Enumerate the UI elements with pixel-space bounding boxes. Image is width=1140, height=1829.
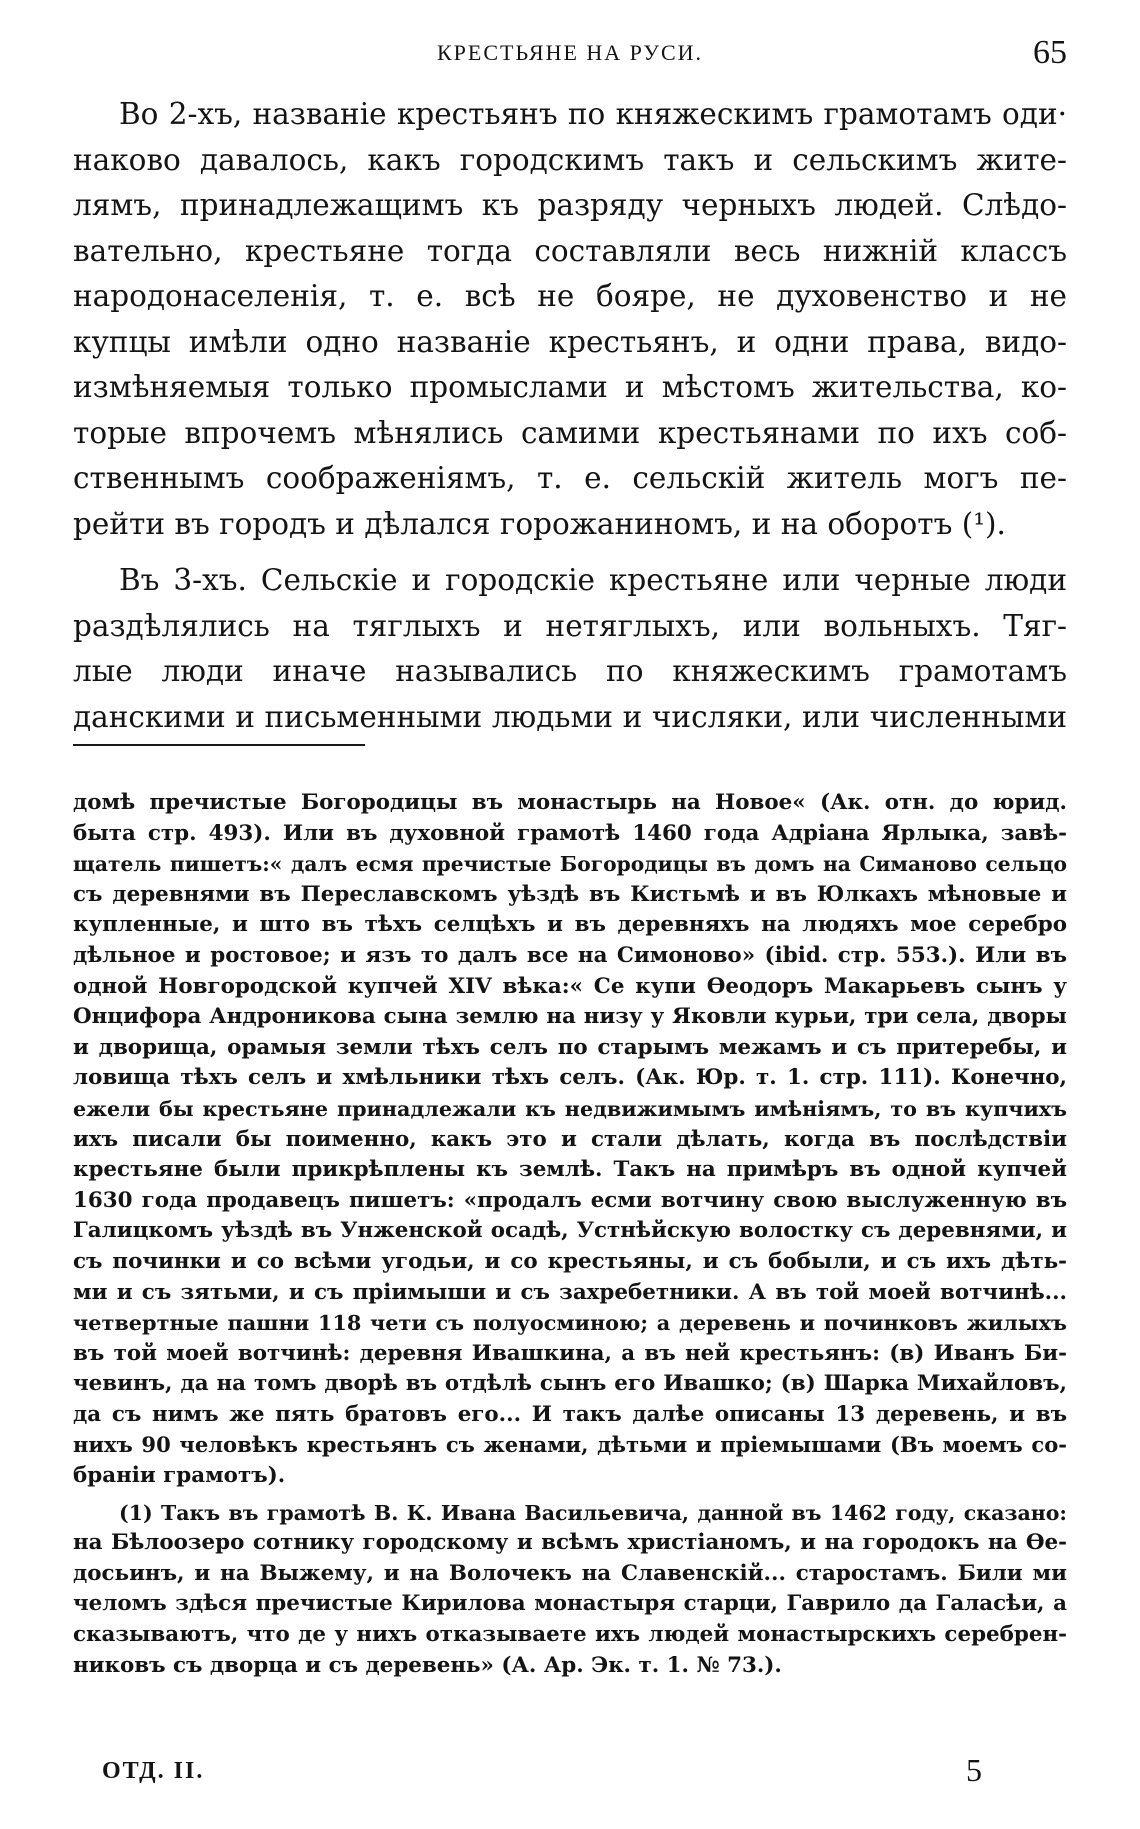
footnote-line: Галицкомъ уѣздѣ въ Унженской осадѣ, Устнѣйскую волостку съ деревнями, и	[73, 1218, 1067, 1244]
footnote-line: крестьяне были прикрѣплены къ землѣ. Такъ на примѣръ въ одной купчей	[73, 1157, 1067, 1183]
footnote-line: щатель пишетъ:« далъ есмя пречистые Богородицы въ домъ на Симаново сельцо	[73, 852, 1067, 877]
footnote-line: на Бѣлоозеро сотнику городскому и всѣмъ христіаномъ, и на городокъ на Ѳе-	[73, 1530, 1067, 1556]
paragraph-3	[73, 558, 1067, 740]
footnote-line: никовъ съ дворца и съ деревень» (А. Ар. Эк. т. 1. № 73.).	[73, 1652, 782, 1678]
text-line: лямъ, принадлежащимъ къ разряду черныхъ людей. Слѣдо-	[73, 188, 1067, 222]
footnote-line: дѣльное и ростовое; и язъ то далъ все на Симоново» (ibid. стр. 553.). Или въ	[73, 942, 1067, 968]
text-line: купцы имѣли одно названіе крестьянъ, и одни права, видо-	[73, 324, 1067, 359]
paragraph-gap	[73, 547, 1067, 558]
footnote-line: ежели бы крестьяне принадлежали къ недвижимымъ имѣніямъ, то въ купчихъ	[73, 1096, 1067, 1121]
text-line: измѣняемыя только промыслами и мѣстомъ жительства, ко-	[73, 370, 1067, 404]
footnote-separator	[73, 744, 365, 746]
footnote-line: (1) Такъ въ грамотѣ В. К. Ивана Васильевича, данной въ 1462 году, сказано:	[119, 1500, 1067, 1525]
text-line: Во 2-хъ, названіе крестьянъ по княжескимъ грамотамъ оди·	[119, 97, 1067, 131]
text-line: вательно, крестьяне тогда составляли весь нижній классъ	[73, 233, 1067, 268]
footnote-line: чевинъ, да на томъ дворѣ въ отдѣлѣ сынъ его Ивашко; (в) Шарка Михайловъ,	[73, 1371, 1067, 1397]
page-number: 65	[1033, 34, 1067, 71]
footnote-line: ми и съ зятьми, и съ пріимыши и съ захребетники. А въ той моей вотчинѣ...	[73, 1279, 1067, 1305]
footnote-1	[73, 1498, 1067, 1682]
page-header	[0, 34, 1140, 74]
main-text	[73, 92, 1067, 740]
footnote-line: купленные, и што въ тѣхъ селцѣхъ и въ деревняхъ на людяхъ мое серебро	[73, 912, 1067, 938]
signature-mark: ОТД. II.	[102, 1758, 205, 1784]
paragraph-2	[73, 92, 1067, 547]
text-line: лые люди иначе назывались по княжескимъ грамотамъ	[73, 654, 1067, 688]
text-line: Въ 3-хъ. Сельскіе и городскіе крестьяне или черные люди	[119, 563, 1067, 597]
text-line: рейти въ городъ и дѣлался горожаниномъ, и на оборотъ (¹).	[73, 506, 1006, 541]
footnotes	[73, 788, 1067, 1681]
text-line: ственнымъ соображеніямъ, т. е. сельскій житель могъ пе-	[73, 461, 1067, 495]
footnote-line: досьинъ, и на Выжему, и на Волочекъ на Славенскій... старостамъ. Били ми	[73, 1560, 1067, 1586]
page-footer	[0, 1752, 1140, 1792]
text-line: данскими и письменными людьми и числяки, или численными	[73, 699, 1067, 734]
text-line: торые впрочемъ мѣнялись самими крестьянами по ихъ соб-	[73, 415, 1067, 450]
footnote-line: одной Новгородской купчей XIV вѣка:« Се купи Ѳеодоръ Макарьевъ сынъ у	[73, 973, 1067, 999]
text-line: народонаселенія, т. е. всѣ не бояре, не духовенство и не	[73, 279, 1067, 313]
footnote-line: челомъ здѣся пречистые Кирилова монастыря старци, Гаврило да Галасѣи, а	[73, 1591, 1067, 1617]
footnote-line: съ починки и со всѣми угодьи, и со крестьяны, и съ бобыли, и съ ихъ дѣть-	[73, 1248, 1067, 1274]
text-line: наково давалось, какъ городскимъ такъ и сельскимъ жите-	[73, 142, 1067, 177]
footnote-line: съ деревнями въ Переславскомъ уѣздѣ въ Кистьмѣ и въ Юлкахъ мѣновые и	[73, 881, 1067, 907]
footnote-continued	[73, 788, 1067, 1492]
footnote-line: ловища тѣхъ селъ и хмѣльники тѣхъ селъ. (Ак. Юр. т. 1. стр. 111). Конечно,	[73, 1065, 1067, 1091]
footnote-line: четвертные пашни 118 чети съ полуосминою; а деревень и починковъ жилыхъ	[73, 1310, 1067, 1336]
footnote-line: да съ нимъ же пять братовъ его... И такъ далѣе описаны 13 деревень, и въ	[73, 1401, 1067, 1427]
footnote-line: въ той моей вотчинѣ: деревня Ивашкина, а въ ней крестьянъ: (в) Иванъ Би-	[73, 1340, 1067, 1366]
footnote-line: браніи грамотъ).	[73, 1463, 286, 1489]
footnote-line: домѣ пречистые Богородицы въ монастырь на Новое« (Ак. отн. до юрид.	[73, 790, 1067, 815]
footnote-line: сказываютъ, что де у нихъ отказываете ихъ людей монастырскихъ серебрен-	[73, 1622, 1067, 1648]
sheet-number: 5	[966, 1752, 982, 1788]
text-line: раздѣлялись на тяглыхъ и нетяглыхъ, или вольныхъ. Тяг-	[73, 608, 1067, 643]
footnote-line: Онцифора Андроникова сына землю на низу у Яковли курьи, три села, дворы	[73, 1004, 1067, 1030]
footnote-line: нихъ 90 человѣкъ крестьянъ съ женами, дѣтьми и пріемышами (Въ моемъ со-	[73, 1432, 1067, 1458]
footnote-line: быта стр. 493). Или въ духовной грамотѣ 1460 года Адріана Ярлыка, завѣ-	[73, 820, 1067, 846]
footnote-line: ихъ писали бы поименно, какъ это и стали дѣлать, когда въ послѣдствіи	[73, 1126, 1067, 1152]
footnote-line: и дворища, орамыя земли тѣхъ селъ по старымъ межамъ и съ притеребы, и	[73, 1034, 1067, 1060]
footnote-line: 1630 года продавецъ пишетъ: «продалъ есми вотчину свою выслуженную въ	[73, 1187, 1067, 1213]
running-title: КРЕСТЬЯНЕ НА РУСИ.	[436, 40, 704, 65]
